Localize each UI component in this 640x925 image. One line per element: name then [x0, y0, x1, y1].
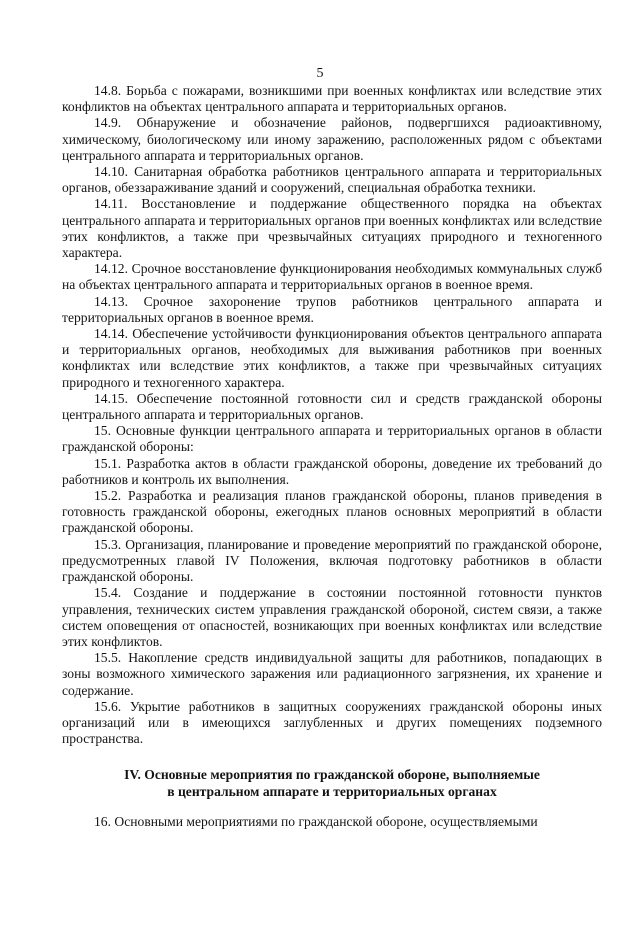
paragraph-15-6: 15.6. Укрытие работников в защитных сооружениях гражданской обороны иных организаций или в имеющихся заглубленных и других помещениях подземного пространства. [62, 698, 602, 747]
paragraph-14-8: 14.8. Борьба с пожарами, возникшими при военных конфликтах или вследствие этих конфликтов на объектах центрального аппарата и территориальных органов. [62, 83, 602, 115]
paragraph-14-9: 14.9. Обнаружение и обозначение районов, подвергшихся радиоактивному, химическому, биологическому или иному заражению, расположенных рядом с объектами центрального аппарата и территориальных органов. [62, 115, 602, 163]
section-heading-line-1: IV. Основные мероприятия по гражданской обороне, выполняемые [124, 767, 540, 783]
paragraph-15-2: 15.2. Разработка и реализация планов гражданской обороны, планов приведения в готовность гражданской обороны, ежегодных планов основных мероприятий в области гражданской обороны. [62, 488, 602, 536]
section-heading-line-2: в центральном аппарате и территориальных органах [167, 783, 497, 799]
paragraph-16: 16. Основными мероприятиями по гражданской обороне, осуществляемыми [94, 813, 538, 829]
paragraph-15-4: 15.4. Создание и поддержание в состоянии постоянной готовности пунктов управления, технических систем управления гражданской обороной, систем связи, а также систем оповещения от опасностей, возникающих при военных конфликтах или вследствие этих конфликтов. [62, 585, 602, 649]
paragraph-14-14: 14.14. Обеспечение устойчивости функционирования объектов центрального аппарата и территориальных органов, необходимых для выживания работников при военных конфликтах или вследствие этих конфликтов, а также при чрезвычайных ситуациях природного и техногенного характера. [62, 326, 602, 390]
paragraph-15: 15. Основные функции центрального аппарата и территориальных органов в области гражданской обороны: [62, 423, 602, 455]
paragraph-14-11: 14.11. Восстановление и поддержание общественного порядка на объектах центрального аппарата и территориальных органов при военных конфликтах или вследствие этих конфликтов, а также при чрезвычайных ситуациях природного и техногенного характера. [62, 196, 602, 261]
page-number: 5 [316, 66, 324, 81]
paragraph-14-15: 14.15. Обеспечение постоянной готовности сил и средств гражданской обороны центрального аппарата и территориальных органов. [62, 390, 602, 423]
paragraph-15-1: 15.1. Разработка актов в области гражданской обороны, доведение их требований до работников и контроль их выполнения. [62, 455, 602, 487]
paragraph-14-10: 14.10. Санитарная обработка работников центрального аппарата и территориальных органов, обеззараживание зданий и сооружений, специальная обработка техники. [62, 164, 602, 196]
document-body [62, 83, 602, 830]
paragraph-15-5: 15.5. Накопление средств индивидуальной защиты для работников, попадающих в зоны возможного химического заражения или радиационного загрязнения, их хранение и содержание. [62, 650, 602, 698]
paragraph-14-13: 14.13. Срочное захоронение трупов работников центрального аппарата и территориальных органов в военное время. [62, 293, 602, 325]
paragraph-15-3: 15.3. Организация, планирование и проведение мероприятий по гражданской обороне, предусмотренных главой IV Положения, включая подготовку работников в области гражданской обороны. [62, 536, 602, 585]
paragraph-14-12: 14.12. Срочное восстановление функционирования необходимых коммунальных служб на объектах центрального аппарата и территориальных органов в военное время. [62, 261, 602, 293]
section-heading [62, 767, 602, 799]
